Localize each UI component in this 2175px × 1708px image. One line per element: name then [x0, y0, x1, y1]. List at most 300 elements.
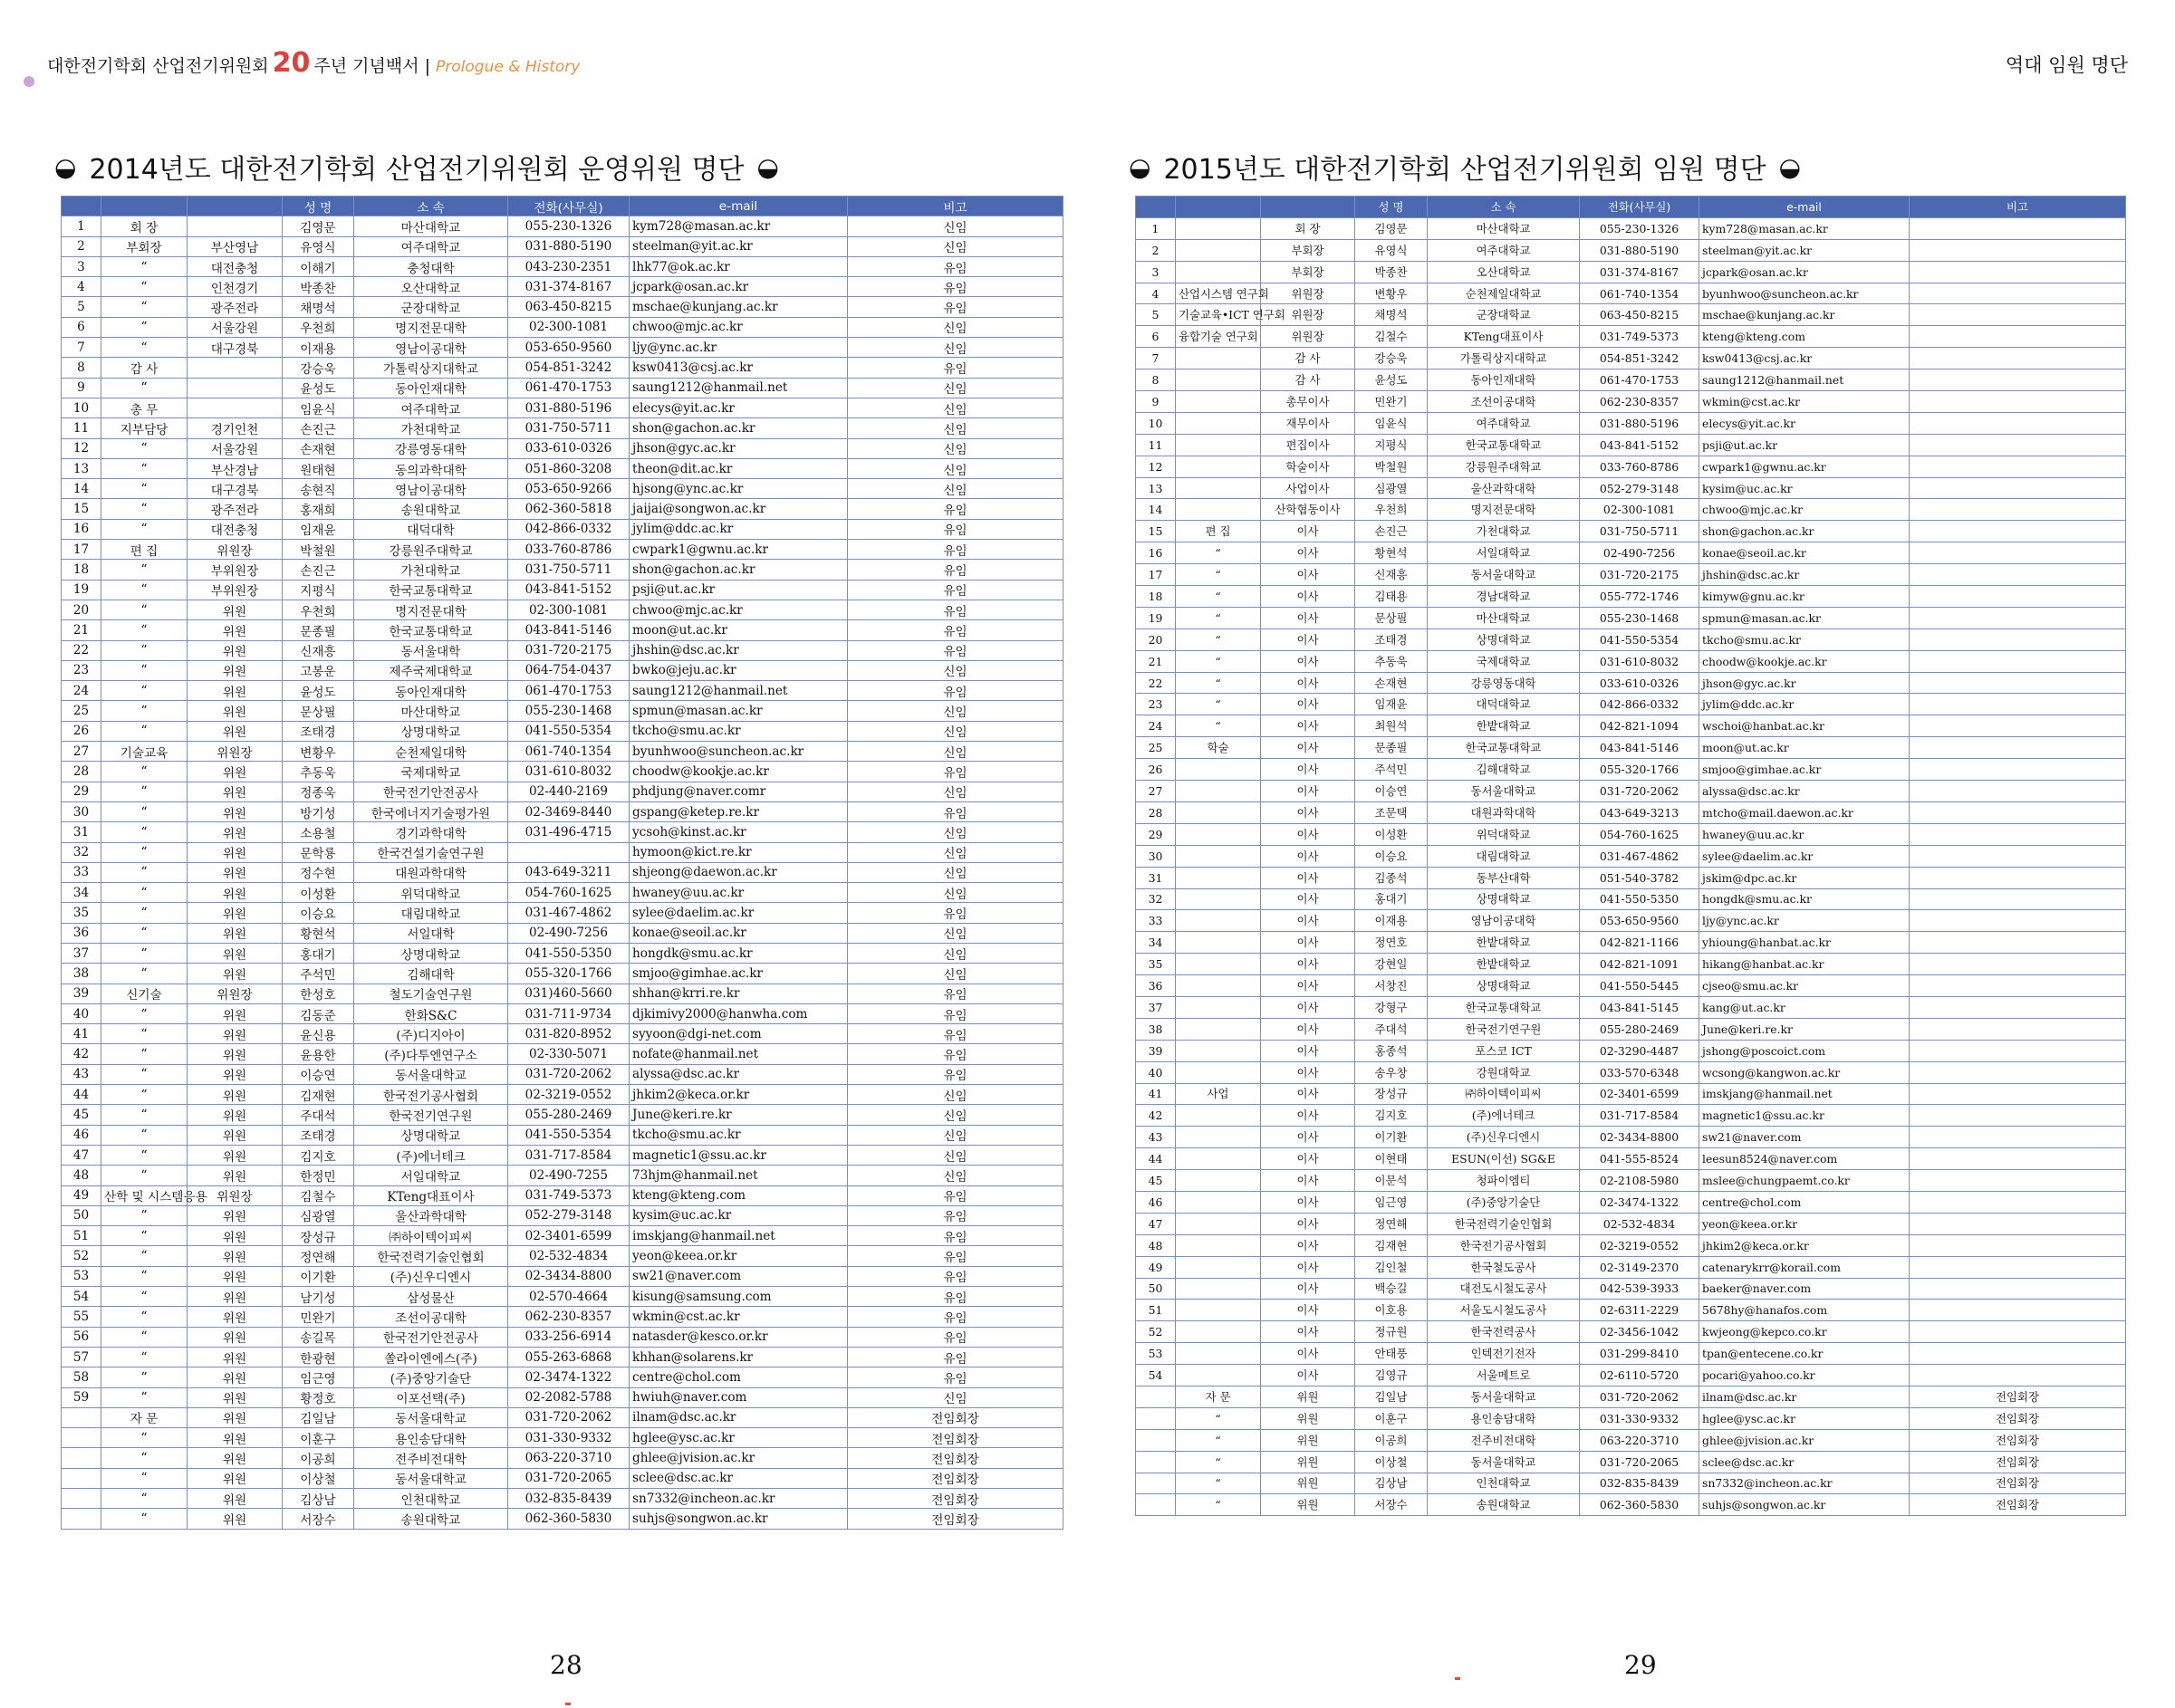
table-cell: 2: [1136, 239, 1176, 261]
table-cell: 위원: [188, 640, 283, 660]
table-cell: 031-750-5711: [508, 560, 630, 580]
table-row: [1136, 1018, 2126, 1040]
table-row: [1136, 239, 2126, 261]
table-cell: 유임: [848, 1226, 1063, 1246]
table-cell: 주석민: [1355, 759, 1428, 781]
table-cell: 신임: [848, 398, 1063, 417]
table-cell: hglee@ysc.ac.kr: [630, 1428, 848, 1448]
table-cell: 가톨릭상지대학교: [1428, 348, 1580, 369]
table-cell: 순천제일대학교: [1428, 283, 1580, 304]
table-row: [1136, 261, 2126, 283]
table-cell: 이사: [1261, 1213, 1355, 1234]
table-cell: “: [101, 297, 188, 317]
table-cell: 임재윤: [283, 519, 354, 539]
table-cell: pocari@yahoo.co.kr: [1699, 1365, 1910, 1387]
table-cell: KTeng대표이사: [354, 1185, 508, 1205]
table-cell: 52: [62, 1246, 101, 1266]
table-cell: nofate@hanmail.net: [630, 1044, 848, 1064]
table-cell: imskjang@hanmail.net: [630, 1226, 848, 1246]
table-cell: 동서울대학교: [1428, 1386, 1580, 1407]
table-cell: “: [1176, 542, 1261, 564]
table-cell: 유임: [848, 600, 1063, 619]
table-row: [62, 580, 1063, 600]
table-cell: 학술: [1176, 737, 1261, 759]
table-cell: 02-3474-1322: [1580, 1191, 1699, 1213]
table-cell: kang@ut.ac.kr: [1699, 996, 1910, 1018]
table-cell: [1136, 1429, 1176, 1451]
table-row: [62, 297, 1063, 317]
table-cell: 이사: [1261, 781, 1355, 802]
table-cell: tkcho@smu.ac.kr: [630, 1125, 848, 1145]
column-header: [62, 197, 101, 216]
table-cell: khhan@solarens.kr: [630, 1347, 848, 1367]
table-cell: 서울메트로: [1428, 1365, 1580, 1387]
table-cell: 송원대학교: [354, 1509, 508, 1529]
table-cell: 마산대학교: [1428, 217, 1580, 239]
table-cell: 전임회장: [848, 1468, 1063, 1488]
table-cell: “: [101, 1064, 188, 1084]
table-cell: 유임: [848, 358, 1063, 378]
table-cell: 민완기: [1355, 391, 1428, 413]
table-cell: 이기환: [283, 1266, 354, 1286]
table-cell: 김철수: [1355, 326, 1428, 348]
table-cell: 문학룡: [283, 842, 354, 862]
table-cell: 23: [62, 660, 101, 680]
table-cell: [1176, 1018, 1261, 1040]
table-cell: [1176, 910, 1261, 932]
table-cell: 위원: [188, 1085, 283, 1105]
column-header: [188, 197, 283, 216]
table-cell: sn7332@incheon.ac.kr: [1699, 1473, 1910, 1494]
decorative-dot: [24, 76, 34, 87]
table-row: [1136, 391, 2126, 413]
table-cell: 이성환: [1355, 823, 1428, 845]
table-cell: [1910, 1127, 2126, 1148]
table-cell: 15: [1136, 521, 1176, 542]
table-cell: [1910, 1234, 2126, 1256]
table-cell: [1910, 1278, 2126, 1300]
table-cell: “: [101, 378, 188, 398]
table-cell: 10: [1136, 412, 1176, 434]
table-cell: 위원: [188, 681, 283, 701]
table-cell: 13: [62, 458, 101, 478]
table-cell: 02-2108-5980: [1580, 1170, 1699, 1192]
table-cell: 02-6311-2229: [1580, 1300, 1699, 1321]
table-cell: [1910, 759, 2126, 781]
column-header: 성 명: [283, 197, 354, 216]
table-row: [62, 1428, 1063, 1448]
table-cell: 여주대학교: [1428, 239, 1580, 261]
table-row: [62, 801, 1063, 821]
table-cell: 유임: [848, 519, 1063, 539]
table-cell: “: [101, 1387, 188, 1407]
table-cell: “: [101, 903, 188, 923]
table-cell: [1176, 1300, 1261, 1321]
table-cell: 053-650-9560: [508, 338, 630, 358]
table-cell: jylim@ddc.ac.kr: [1699, 694, 1910, 715]
table-cell: “: [101, 1307, 188, 1327]
table-cell: 서울도시철도공사: [1428, 1300, 1580, 1321]
table-cell: jshong@poscoict.com: [1699, 1040, 1910, 1061]
table-cell: 36: [1136, 975, 1176, 997]
column-header: [1176, 197, 1261, 218]
column-header: 비고: [1910, 197, 2126, 218]
table-cell: sclee@dsc.ac.kr: [630, 1468, 848, 1488]
table-cell: 손진근: [283, 418, 354, 438]
table-cell: 3: [62, 256, 101, 276]
column-header: [101, 197, 188, 216]
table-cell: 한정민: [283, 1166, 354, 1185]
table-cell: “: [101, 317, 188, 337]
table-cell: 26: [1136, 759, 1176, 781]
table-cell: 57: [62, 1347, 101, 1367]
table-cell: 이사: [1261, 1061, 1355, 1083]
table-cell: 부위원장: [188, 560, 283, 580]
table-cell: 062-360-5818: [508, 499, 630, 519]
table-row: [62, 681, 1063, 701]
table-cell: psji@ut.ac.kr: [1699, 434, 1910, 456]
table-cell: [1910, 888, 2126, 910]
table-cell: 02-3149-2370: [1580, 1256, 1699, 1278]
table-cell: 동아인재대학: [354, 681, 508, 701]
table-cell: 033-610-0326: [508, 438, 630, 458]
table-cell: 24: [1136, 715, 1176, 737]
table-cell: 02-3219-0552: [1580, 1234, 1699, 1256]
table-cell: 신임: [848, 782, 1063, 801]
table-cell: 영남이공대학: [354, 338, 508, 358]
table-row: [62, 1448, 1063, 1468]
table-cell: 이재용: [283, 338, 354, 358]
table-cell: 김영문: [283, 216, 354, 236]
table-cell: 문종필: [1355, 737, 1428, 759]
table-row: [62, 862, 1063, 882]
table-cell: 위원장: [188, 742, 283, 762]
table-cell: 위덕대학교: [354, 883, 508, 903]
table-cell: 02-300-1081: [508, 317, 630, 337]
table-cell: 김종석: [1355, 867, 1428, 888]
table-row: [62, 519, 1063, 539]
table-cell: 위원: [188, 801, 283, 821]
table-cell: jhshin@dsc.ac.kr: [1699, 564, 1910, 586]
table-cell: sylee@daelim.ac.kr: [1699, 845, 1910, 867]
table-cell: 편 집: [101, 540, 188, 560]
table-cell: 02-3474-1322: [508, 1367, 630, 1387]
table-cell: 경기인천: [188, 418, 283, 438]
table-cell: 위원: [188, 1367, 283, 1387]
table-row: [62, 1468, 1063, 1488]
table-cell: 14: [1136, 499, 1176, 521]
table-cell: 산학 및 시스템응용: [101, 1185, 188, 1205]
table-row: [1136, 348, 2126, 369]
table-cell: 국제대학교: [1428, 650, 1580, 672]
table-cell: cwpark1@gwnu.ac.kr: [630, 540, 848, 560]
table-cell: catenarykrr@korail.com: [1699, 1256, 1910, 1278]
table-cell: 055-230-1468: [508, 701, 630, 721]
table-cell: 52: [1136, 1321, 1176, 1343]
right-title-text: 2015년도 대한전기학회 산업전기위원회 임원 명단: [1163, 154, 1766, 186]
table-cell: hwaney@uu.ac.kr: [1699, 823, 1910, 845]
table-cell: 제주국제대학교: [354, 660, 508, 680]
table-row: [62, 540, 1063, 560]
table-row: [1136, 823, 2126, 845]
table-cell: chwoo@mjc.ac.kr: [1699, 499, 1910, 521]
table-cell: 원태현: [283, 458, 354, 478]
table-cell: (주)중앙기술단: [1428, 1191, 1580, 1213]
table-cell: 청파이엠티: [1428, 1170, 1580, 1192]
table-cell: “: [1176, 1407, 1261, 1429]
table-cell: 유임: [848, 1347, 1063, 1367]
table-cell: 유임: [848, 681, 1063, 701]
table-cell: “: [1176, 694, 1261, 715]
table-cell: byunhwoo@suncheon.ac.kr: [630, 742, 848, 762]
table-cell: 울산과학대학: [354, 1205, 508, 1225]
table-cell: 02-330-5071: [508, 1044, 630, 1064]
table-cell: 031-720-2062: [508, 1064, 630, 1084]
table-cell: 신임: [848, 822, 1063, 842]
table-cell: 군장대학교: [1428, 304, 1580, 326]
table-cell: 서일대학교: [1428, 542, 1580, 564]
table-cell: [1910, 1321, 2126, 1343]
page-number-left: 28: [550, 1650, 582, 1680]
table-cell: theon@dit.ac.kr: [630, 458, 848, 478]
table-cell: 대원과학대학: [354, 862, 508, 882]
table-cell: kym728@masan.ac.kr: [1699, 217, 1910, 239]
table-row: [62, 1105, 1063, 1125]
table-cell: 가천대학교: [354, 418, 508, 438]
table-cell: 홍대기: [283, 943, 354, 963]
table-cell: [188, 398, 283, 417]
table-cell: alyssa@dsc.ac.kr: [630, 1064, 848, 1084]
table-cell: 055-230-1326: [1580, 217, 1699, 239]
table-cell: “: [101, 1044, 188, 1064]
table-row: [1136, 1407, 2126, 1429]
table-cell: 041-555-8524: [1580, 1148, 1699, 1170]
table-cell: 이사: [1261, 1278, 1355, 1300]
table-cell: 29: [62, 782, 101, 801]
table-cell: 박종찬: [283, 277, 354, 297]
table-cell: 22: [62, 640, 101, 660]
table-cell: leesun8524@naver.com: [1699, 1148, 1910, 1170]
table-cell: 상명대학교: [1428, 975, 1580, 997]
table-cell: [1176, 412, 1261, 434]
table-cell: 한국교통대학교: [1428, 434, 1580, 456]
table-cell: ljy@ync.ac.kr: [630, 338, 848, 358]
table-cell: 42: [1136, 1105, 1176, 1127]
table-cell: 34: [1136, 932, 1176, 954]
table-cell: 3: [1136, 261, 1176, 283]
table-cell: [1910, 607, 2126, 629]
table-cell: “: [101, 1125, 188, 1145]
table-cell: 가천대학교: [354, 560, 508, 580]
table-row: [1136, 954, 2126, 975]
table-cell: 유임: [848, 297, 1063, 317]
table-cell: 안태풍: [1355, 1343, 1428, 1365]
table-cell: 신임: [848, 418, 1063, 438]
table-cell: 방기성: [283, 801, 354, 821]
table-cell: 한국전력기술인협회: [1428, 1213, 1580, 1234]
table-cell: ghlee@jvision.ac.kr: [630, 1448, 848, 1468]
table-cell: 이사: [1261, 694, 1355, 715]
table-cell: 신임: [848, 721, 1063, 741]
table-cell: “: [101, 519, 188, 539]
table-cell: 신임: [848, 964, 1063, 984]
table-cell: 이훈구: [283, 1428, 354, 1448]
table-cell: “: [101, 277, 188, 297]
table-cell: “: [101, 600, 188, 619]
table-cell: jcpark@osan.ac.kr: [630, 277, 848, 297]
table-cell: 18: [1136, 586, 1176, 608]
table-row: [62, 1407, 1063, 1427]
table-cell: hongdk@smu.ac.kr: [630, 943, 848, 963]
table-cell: 신임: [848, 458, 1063, 478]
table-cell: [1176, 499, 1261, 521]
table-cell: 우천희: [1355, 499, 1428, 521]
table-row: [1136, 499, 2126, 521]
table-cell: 위원: [188, 660, 283, 680]
table-cell: 유임: [848, 620, 1063, 640]
table-cell: 14: [62, 479, 101, 499]
table-row: [1136, 975, 2126, 997]
table-cell: 이상철: [1355, 1451, 1428, 1473]
table-cell: 전임회장: [848, 1407, 1063, 1427]
table-cell: yhioung@hanbat.ac.kr: [1699, 932, 1910, 954]
table-cell: 위원장: [1261, 283, 1355, 304]
table-row: [1136, 217, 2126, 239]
table-cell: 위원: [188, 822, 283, 842]
table-cell: 34: [62, 883, 101, 903]
table-cell: 02-490-7255: [508, 1166, 630, 1185]
table-cell: 이사: [1261, 1018, 1355, 1040]
table-cell: 25: [62, 701, 101, 721]
table-row: [1136, 456, 2126, 477]
table-cell: [1176, 867, 1261, 888]
half-circle-icon: ◒: [1129, 151, 1151, 182]
table-cell: [1176, 1170, 1261, 1192]
table-row: [1136, 1061, 2126, 1083]
header-prefix: 대한전기학회 산업전기위원회: [47, 56, 269, 76]
table-cell: “: [101, 458, 188, 478]
table-cell: [188, 216, 283, 236]
table-cell: 감 사: [1261, 369, 1355, 391]
table-cell: 인천경기: [188, 277, 283, 297]
table-cell: 신임: [848, 943, 1063, 963]
table-cell: 12: [1136, 456, 1176, 477]
table-cell: 위원: [188, 1105, 283, 1125]
table-cell: 위원: [188, 1489, 283, 1509]
table-cell: 이사: [1261, 823, 1355, 845]
table-cell: 장성규: [283, 1226, 354, 1246]
table-cell: 박철원: [1355, 456, 1428, 477]
table-cell: centre@chol.com: [1699, 1191, 1910, 1213]
table-cell: [1176, 954, 1261, 975]
table-row: [1136, 629, 2126, 650]
table-cell: 73hjm@hanmail.net: [630, 1166, 848, 1185]
table-cell: [1910, 1148, 2126, 1170]
table-cell: 55: [62, 1307, 101, 1327]
table-cell: 한밭대학교: [1428, 954, 1580, 975]
table-cell: 강릉원주대학교: [354, 540, 508, 560]
table-cell: 위원장: [1261, 304, 1355, 326]
table-cell: 02-570-4664: [508, 1287, 630, 1307]
table-cell: 043-841-5146: [1580, 737, 1699, 759]
table-cell: 052-279-3148: [508, 1205, 630, 1225]
table-cell: 부회장: [1261, 261, 1355, 283]
table-cell: “: [101, 580, 188, 600]
table-row: [62, 560, 1063, 580]
table-cell: 동서울대학교: [354, 1064, 508, 1084]
table-cell: “: [101, 801, 188, 821]
table-cell: 송우창: [1355, 1061, 1428, 1083]
table-cell: 신임: [848, 1125, 1063, 1145]
table-cell: 유임: [848, 1266, 1063, 1286]
table-cell: 위원: [188, 762, 283, 782]
table-cell: 31: [1136, 867, 1176, 888]
table-row: [1136, 1148, 2126, 1170]
table-cell: 이훈구: [1355, 1407, 1428, 1429]
table-cell: 위원: [188, 1407, 283, 1427]
table-cell: kteng@kteng.com: [630, 1185, 848, 1205]
table-cell: “: [101, 479, 188, 499]
table-cell: 위원: [188, 1024, 283, 1044]
table-cell: 상명대학교: [1428, 629, 1580, 650]
table-cell: [1136, 1473, 1176, 1494]
table-cell: 031-717-8584: [508, 1145, 630, 1165]
table-cell: 이사: [1261, 1127, 1355, 1148]
table-cell: [62, 1489, 101, 1509]
table-cell: [1176, 1365, 1261, 1387]
table-row: [1136, 1191, 2126, 1213]
table-cell: shjeong@daewon.ac.kr: [630, 862, 848, 882]
table-cell: 동아인재대학: [1428, 369, 1580, 391]
table-cell: 이문석: [1355, 1170, 1428, 1192]
table-cell: 031-374-8167: [508, 277, 630, 297]
table-cell: 48: [1136, 1234, 1176, 1256]
table-cell: elecys@yit.ac.kr: [630, 398, 848, 417]
table-row: [1136, 910, 2126, 932]
table-cell: 054-760-1625: [508, 883, 630, 903]
table-cell: 위원장: [188, 1185, 283, 1205]
table-cell: 055-230-1468: [1580, 607, 1699, 629]
table-cell: jcpark@osan.ac.kr: [1699, 261, 1910, 283]
table-cell: “: [101, 701, 188, 721]
table-cell: moon@ut.ac.kr: [1699, 737, 1910, 759]
table-cell: 한국전기연구원: [1428, 1018, 1580, 1040]
table-cell: 031-720-2062: [1580, 781, 1699, 802]
table-cell: 53: [1136, 1343, 1176, 1365]
table-cell: “: [101, 1428, 188, 1448]
table-cell: (주)신우디엔시: [354, 1266, 508, 1286]
table-cell: 광주전라: [188, 499, 283, 519]
table-cell: 위원: [188, 1044, 283, 1064]
table-cell: [188, 378, 283, 398]
table-cell: 한밭대학교: [1428, 932, 1580, 954]
table-cell: saung1212@hanmail.net: [630, 378, 848, 398]
table-cell: 대림대학교: [1428, 845, 1580, 867]
table-cell: 김일남: [1355, 1386, 1428, 1407]
table-row: [1136, 1105, 2126, 1127]
table-cell: 마산대학교: [354, 216, 508, 236]
table-cell: “: [1176, 1429, 1261, 1451]
table-row: [62, 1387, 1063, 1407]
table-cell: 17: [62, 540, 101, 560]
table-cell: mschae@kunjang.ac.kr: [630, 297, 848, 317]
table-cell: [1910, 672, 2126, 694]
table-cell: 위원: [1261, 1429, 1355, 1451]
table-cell: 정연해: [283, 1246, 354, 1266]
table-cell: hongdk@smu.ac.kr: [1699, 888, 1910, 910]
table-cell: spmun@masan.ac.kr: [630, 701, 848, 721]
table-cell: mschae@kunjang.ac.kr: [1699, 304, 1910, 326]
